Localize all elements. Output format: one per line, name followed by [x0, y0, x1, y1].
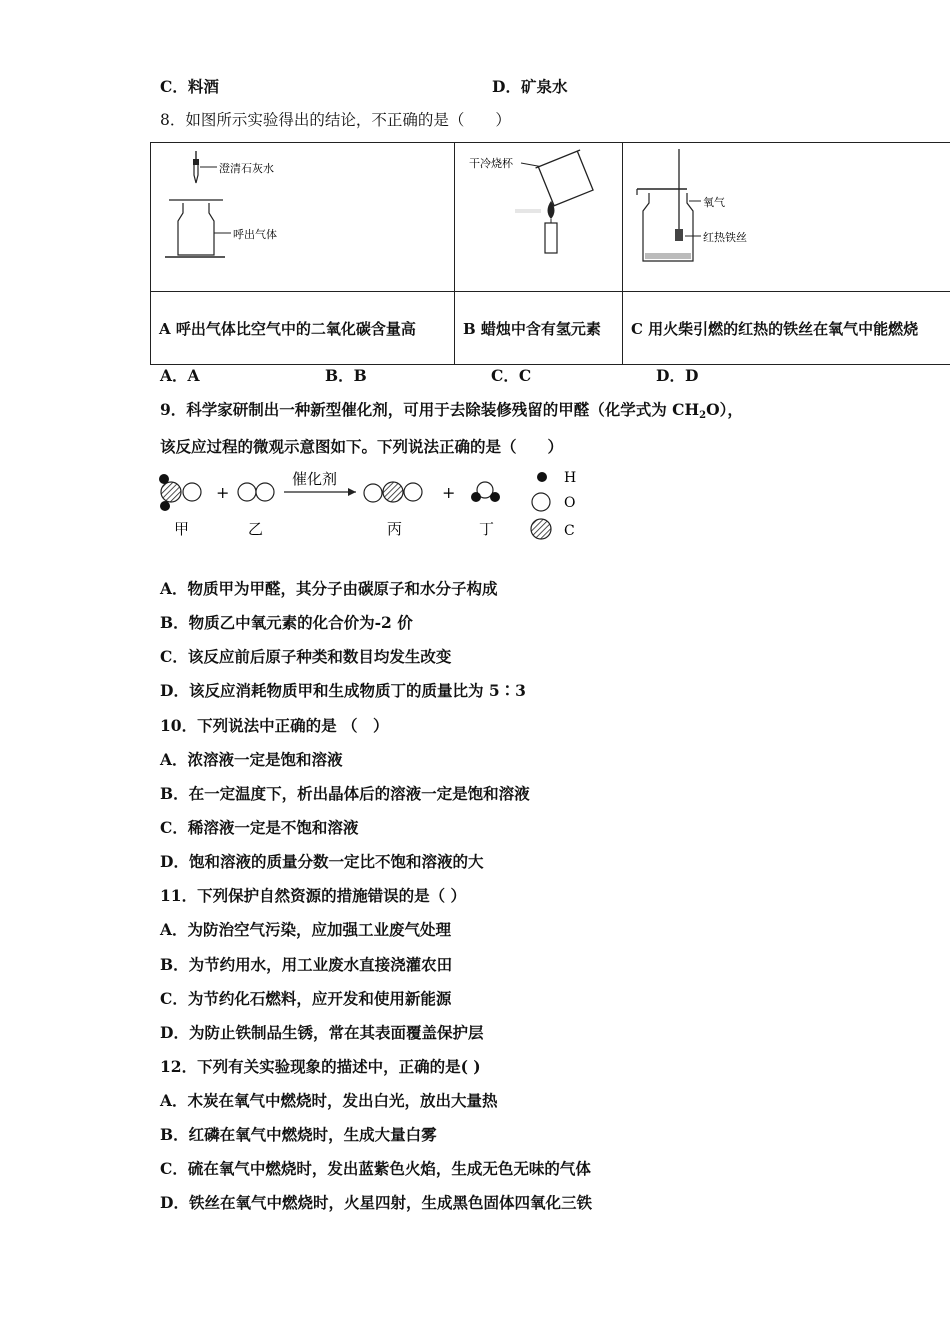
- q12-option-a: A．木炭在氧气中燃烧时，发出白光，放出大量热: [160, 1091, 498, 1110]
- label-bing: 丙: [387, 520, 403, 538]
- q9-stem-line1: [160, 400, 743, 426]
- label-yi: 乙: [248, 520, 264, 538]
- q8-experiment-table: [150, 142, 950, 365]
- q10-option-d: D．饱和溶液的质量分数一定比不饱和溶液的大: [160, 852, 484, 871]
- q12-option-b: B．红磷在氧气中燃烧时，生成大量白雾: [160, 1125, 437, 1144]
- plus-sign-2: +: [442, 483, 456, 502]
- experiment-b-cell: [455, 143, 623, 292]
- experiment-a-cell: [151, 143, 455, 292]
- diagram-label-exhaled-gas: 呼出气体: [233, 228, 277, 241]
- q9-option-b: B．物质乙中氧元素的化合价为-2 价: [160, 613, 413, 632]
- q9-stem-text: 9．科学家研制出一种新型催化剂，可用于去除装修残留的甲醛（化学式为 CH: [160, 400, 700, 419]
- q8-option-d: D．D: [656, 366, 699, 385]
- label-jia: 甲: [174, 520, 190, 538]
- q11-option-a: A．为防治空气污染，应加强工业废气处理: [160, 920, 452, 939]
- q9-stem-line2: 该反应过程的微观示意图如下。下列说法正确的是（ ）: [160, 437, 564, 456]
- q12-stem: 12．下列有关实验现象的描述中，正确的是( ): [160, 1057, 481, 1076]
- molecule-formaldehyde: [159, 474, 201, 511]
- q9-option-d: D．该反应消耗物质甲和生成物质丁的质量比为 5∶3: [160, 681, 526, 700]
- q10-option-a: A．浓溶液一定是饱和溶液: [160, 750, 343, 769]
- q9-stem-text-end: O），: [706, 400, 743, 419]
- diagram-label-limewater: 澄清石灰水: [219, 162, 274, 175]
- q11-option-b: B．为节约用水，用工业废水直接浇灌农田: [160, 955, 453, 974]
- label-ding: 丁: [479, 520, 495, 538]
- legend-o: O: [564, 495, 576, 511]
- q12-option-d: D．铁丝在氧气中燃烧时，火星四射，生成黑色固体四氧化三铁: [160, 1193, 592, 1212]
- q11-stem: 11．下列保护自然资源的措施错误的是（ ）: [160, 886, 466, 905]
- diagram-label-dry-beaker: 干冷烧杯: [469, 157, 513, 170]
- experiment-a-caption: A 呼出气体比空气中的二氧化碳含量高: [151, 292, 455, 365]
- q7-option-c: C．料酒: [160, 77, 219, 96]
- q9-option-c: C．该反应前后原子种类和数目均发生改变: [160, 647, 452, 666]
- q8-option-a: A．A: [160, 366, 200, 385]
- q7-option-d: D．矿泉水: [492, 77, 568, 96]
- molecule-carbon-dioxide: [364, 482, 422, 502]
- q9-reaction-diagram: [150, 465, 590, 545]
- catalyst-label: 催化剂: [292, 470, 338, 488]
- q8-option-b: B．B: [325, 366, 367, 385]
- q8-stem: 8．如图所示实验得出的结论，不正确的是（ ）: [160, 111, 511, 129]
- legend-h: H: [564, 470, 577, 486]
- q9-formula-subscript: 2: [699, 410, 707, 421]
- diagram-label-oxygen: 氧气: [703, 196, 725, 209]
- q10-option-c: C．稀溶液一定是不饱和溶液: [160, 818, 359, 837]
- iron-wire-oxygen-diagram: [623, 143, 947, 287]
- molecule-oxygen: [238, 483, 274, 501]
- experiment-c-caption: C 用火柴引燃的红热的铁丝在氧气中能燃烧: [623, 292, 950, 365]
- experiment-c-cell: [623, 143, 950, 292]
- experiment-b-caption: B 蜡烛中含有氢元素: [455, 292, 623, 365]
- exhaled-gas-apparatus-diagram: [151, 143, 451, 287]
- legend-c: C: [564, 523, 575, 539]
- q11-option-c: C．为节约化石燃料，应开发和使用新能源: [160, 989, 452, 1008]
- q9-option-a: A．物质甲为甲醛，其分子由碳原子和水分子构成: [160, 579, 498, 598]
- q12-option-c: C．硫在氧气中燃烧时，发出蓝紫色火焰，生成无色无味的气体: [160, 1159, 591, 1178]
- q10-option-b: B．在一定温度下，析出晶体后的溶液一定是饱和溶液: [160, 784, 530, 803]
- molecule-water: [471, 482, 500, 502]
- q10-stem: 10．下列说法中正确的是 （ ）: [160, 716, 389, 735]
- q11-option-d: D．为防止铁制品生锈，常在其表面覆盖保护层: [160, 1023, 484, 1042]
- plus-sign-1: +: [216, 483, 230, 502]
- diagram-label-hot-iron-wire: 红热铁丝: [703, 231, 747, 244]
- q8-option-c: C．C: [491, 366, 532, 385]
- atom-legend: [531, 470, 576, 539]
- candle-beaker-diagram: [455, 143, 619, 287]
